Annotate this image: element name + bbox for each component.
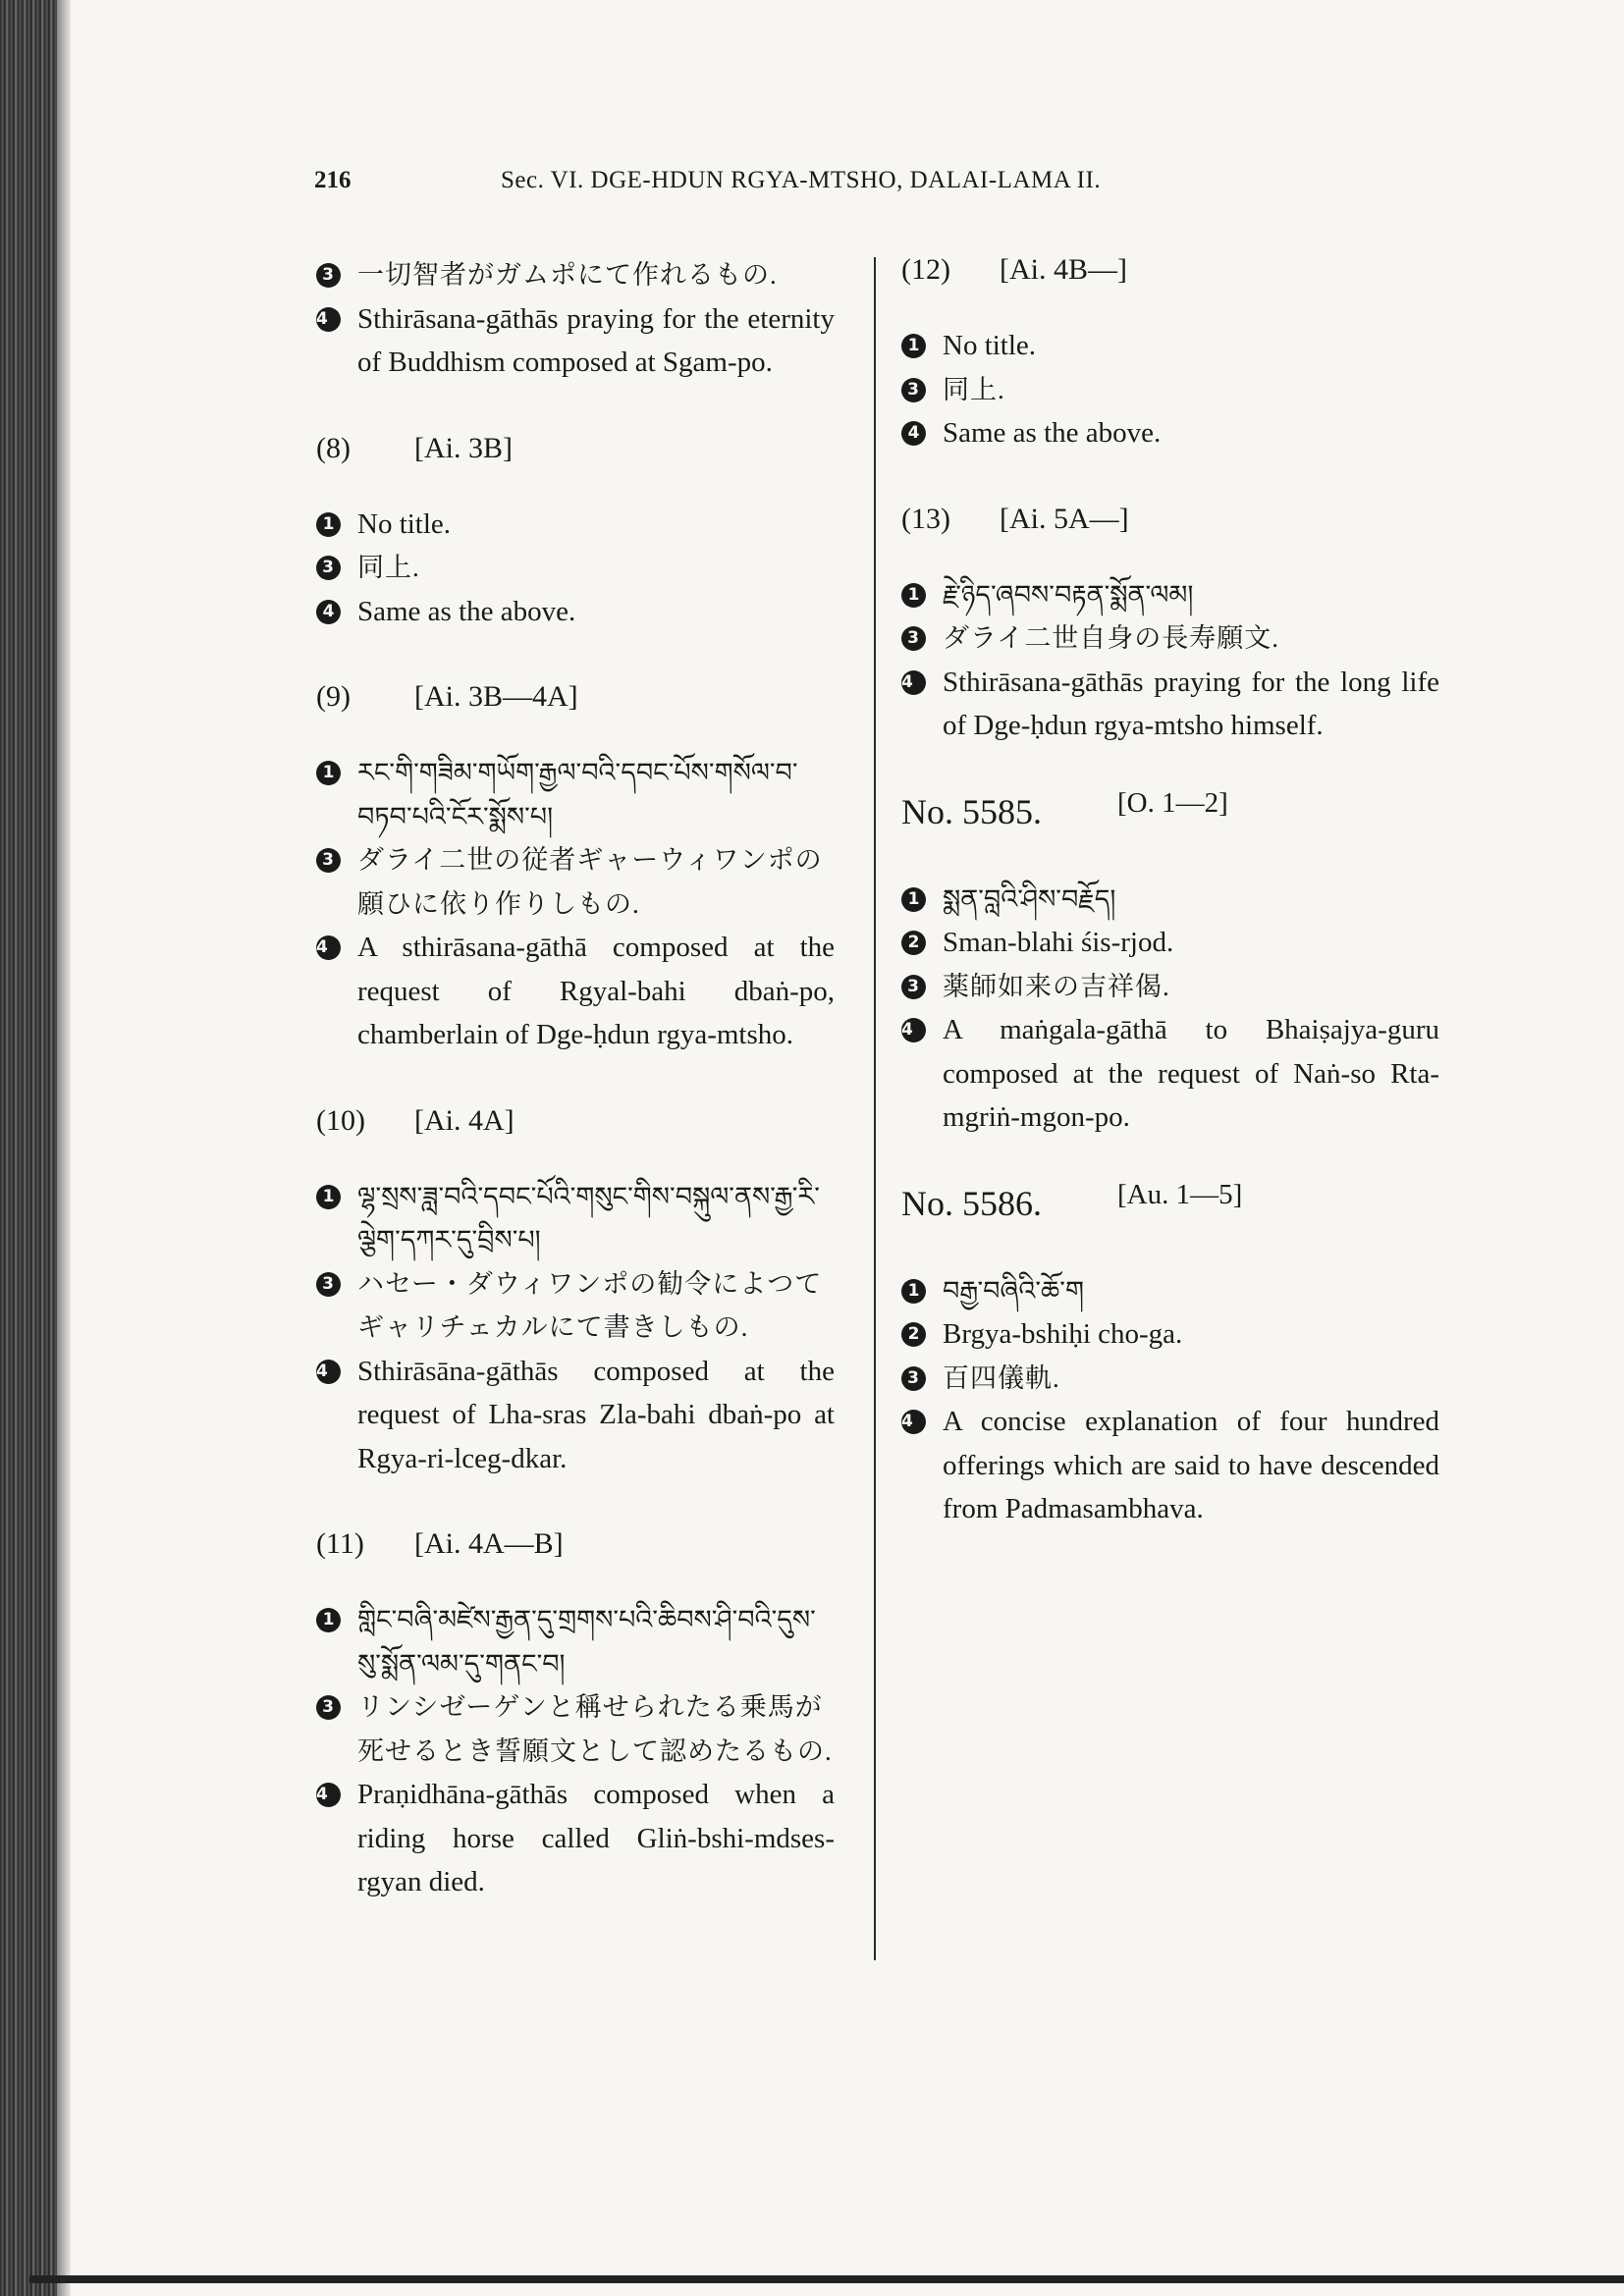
circled-2-icon: 2 <box>901 931 926 955</box>
japanese-title: 3 ダライ二世の従者ギャーウィワンポの願ひに依り作りしもの. <box>316 838 835 926</box>
page-bottom-edge <box>29 2275 1624 2283</box>
entry-heading <box>901 253 1439 293</box>
tibetan-title: 1 No title. <box>316 503 835 547</box>
japanese-title: 3 一切智者がガムポにて作れるもの. <box>316 253 835 297</box>
english-description: 4 A concise explanation of four hundred offerings which are said to have descended from Padmasambhava. <box>901 1406 1439 1524</box>
circled-1-icon: 1 <box>901 334 926 358</box>
english-description: 4 Same as the above. <box>901 411 1439 455</box>
catalog-number: No. 5585. <box>901 791 1042 831</box>
entry-12 <box>901 253 1439 455</box>
english-description: 4 Praṇidhāna-gāthās composed when a riding horse called Gliṅ-bshi-mdses- rgyan died. <box>316 1779 835 1897</box>
entry-13 <box>901 503 1439 748</box>
entry-number: (10) <box>316 1103 365 1137</box>
entry-8 <box>316 432 835 634</box>
circled-4-icon: 4 <box>316 600 341 624</box>
entry-heading <box>316 1527 835 1567</box>
circled-3-icon: 3 <box>901 1366 926 1391</box>
page-header <box>314 167 1296 206</box>
entry-reference: [Ai. 5A—] <box>1000 502 1129 535</box>
spine-edge <box>57 0 71 2296</box>
english-description: 4 A sthirāsana-gāthā composed at the request of Rgyal-bahi dbaṅ-po, chamberlain of Dge-ḥdun rgya-mtsho. <box>316 932 835 1050</box>
circled-3-icon: 3 <box>316 848 341 873</box>
tibetan-title: 1 བརྒྱ་བཞིའི་ཆོ་ག <box>901 1269 1439 1313</box>
entry-reference: [Ai. 3B] <box>414 431 513 464</box>
catalog-no-5585 <box>901 786 1439 1140</box>
japanese-title: 3 ハセー・ダウィワンポの勧令によつてギャリチェカルにて書きしもの. <box>316 1262 835 1350</box>
circled-4-icon: 4 <box>901 670 926 695</box>
japanese-title: 3 ダライ二世自身の長寿願文. <box>901 616 1439 661</box>
right-column <box>901 253 1439 1531</box>
circled-4-icon: 4 <box>901 1410 926 1434</box>
tibetan-title: 1 རྗེ་ཉིད་ཞབས་བརྟན་སྨོན་ལམ། <box>901 573 1439 617</box>
japanese-title: 3 薬師如来の吉祥偈. <box>901 965 1439 1009</box>
catalog-no-5586 <box>901 1178 1439 1531</box>
circled-1-icon: 1 <box>316 761 341 785</box>
tibetan-title: 1 གླིང་བཞི་མཛེས་རྒྱན་དུ་གྲགས་པའི་ཆིབས་ཤི་བའི་དུས་སུ་སྨོན་ལམ་དུ་གནང་བ། <box>316 1598 835 1685</box>
catalog-heading <box>901 1178 1439 1228</box>
tibetan-title: 1 སྨན་བླའི་ཤིས་བརྗོད། <box>901 878 1439 922</box>
entry-9 <box>316 680 835 1057</box>
entry-number: (8) <box>316 431 351 464</box>
circled-3-icon: 3 <box>316 263 341 288</box>
japanese-title: 3 同上. <box>901 368 1439 412</box>
circled-4-icon: 4 <box>901 421 926 446</box>
catalog-reference: [O. 1—2] <box>1117 786 1228 819</box>
entry-heading <box>316 432 835 471</box>
tibetan-title: 1 ལྷ་སྲས་ཟླ་བའི་དབང་པོའི་གསུང་གིས་བསྐུལ་ནས་རྒྱ་རི་ལྕེག་དཀར་དུ་བྲིས་པ། <box>316 1175 835 1262</box>
tibetan-title: 1 No title. <box>901 324 1439 368</box>
circled-4-icon: 4 <box>316 1783 341 1807</box>
left-column <box>316 253 835 1904</box>
circled-4-icon: 4 <box>316 935 341 960</box>
entry-number: (12) <box>901 253 950 286</box>
english-description: 4 Sthirāsana-gāthās praying for the long life of Dge-ḥdun rgya-mtsho himself. <box>901 666 1439 741</box>
transliterated-title: 2 Brgya-bshiḥi cho-ga. <box>901 1312 1439 1357</box>
circled-3-icon: 3 <box>316 1695 341 1720</box>
english-description: 4 Same as the above. <box>316 590 835 634</box>
entry-number: (9) <box>316 680 351 713</box>
japanese-title: 3 同上. <box>316 546 835 590</box>
entry-reference: [Ai. 3B—4A] <box>414 680 578 713</box>
page-number: 216 <box>314 167 352 193</box>
circled-3-icon: 3 <box>316 556 341 580</box>
entry-heading <box>316 680 835 720</box>
circled-3-icon: 3 <box>901 975 926 999</box>
entry-10 <box>316 1104 835 1481</box>
entry-heading <box>316 1104 835 1144</box>
circled-1-icon: 1 <box>901 887 926 912</box>
circled-1-icon: 1 <box>316 1608 341 1632</box>
book-spine-shadow <box>0 0 57 2296</box>
circled-4-icon: 4 <box>316 1360 341 1384</box>
japanese-title: 3 リンシゼーゲンと稱せられたる乗馬が死せるとき誓願文として認めたるもの. <box>316 1685 835 1773</box>
catalog-number: No. 5586. <box>901 1183 1042 1223</box>
circled-1-icon: 1 <box>901 1279 926 1304</box>
entry-continuation <box>316 253 835 385</box>
transliterated-title: 2 Sman-blahi śis-rjod. <box>901 921 1439 965</box>
japanese-title: 3 百四儀軌. <box>901 1357 1439 1401</box>
circled-4-icon: 4 <box>901 1018 926 1042</box>
circled-1-icon: 1 <box>316 1185 341 1209</box>
catalog-reference: [Au. 1—5] <box>1117 1178 1243 1210</box>
entry-reference: [Ai. 4A] <box>414 1103 514 1137</box>
circled-1-icon: 1 <box>316 512 341 537</box>
entry-reference: [Ai. 4A—B] <box>414 1527 564 1560</box>
circled-3-icon: 3 <box>901 626 926 651</box>
circled-4-icon: 4 <box>316 307 341 332</box>
english-description: 4 Sthirāsana-gāthās praying for the eternity of Buddhism composed at Sgam-po. <box>316 302 835 378</box>
english-description: 4 Sthirāsāna-gāthās composed at the request of Lha-sras Zla-bahi dbaṅ-po at Rgya-ri-lceg-dkar. <box>316 1355 835 1474</box>
entry-number: (13) <box>901 502 950 535</box>
catalog-heading <box>901 786 1439 836</box>
running-title: Sec. VI. DGE-HDUN RGYA-MTSHO, DALAI-LAMA II. <box>501 167 1102 193</box>
entry-11 <box>316 1527 835 1904</box>
tibetan-title: 1 རང་གི་གཟིམ་གཡོག་རྒྱལ་བའི་དབང་པོས་གསོལ་བ་བཏབ་པའི་ངོར་སྨོས་པ། <box>316 751 835 838</box>
circled-1-icon: 1 <box>901 583 926 608</box>
circled-2-icon: 2 <box>901 1322 926 1347</box>
circled-3-icon: 3 <box>901 378 926 402</box>
entry-reference: [Ai. 4B—] <box>1000 253 1127 286</box>
entry-heading <box>901 503 1439 542</box>
english-description: 4 A maṅgala-gāthā to Bhaiṣajya-guru composed at the request of Naṅ-so Rta-mgriṅ-mgon-po. <box>901 1014 1439 1133</box>
entry-number: (11) <box>316 1527 364 1560</box>
column-divider <box>874 257 876 1960</box>
circled-3-icon: 3 <box>316 1272 341 1297</box>
